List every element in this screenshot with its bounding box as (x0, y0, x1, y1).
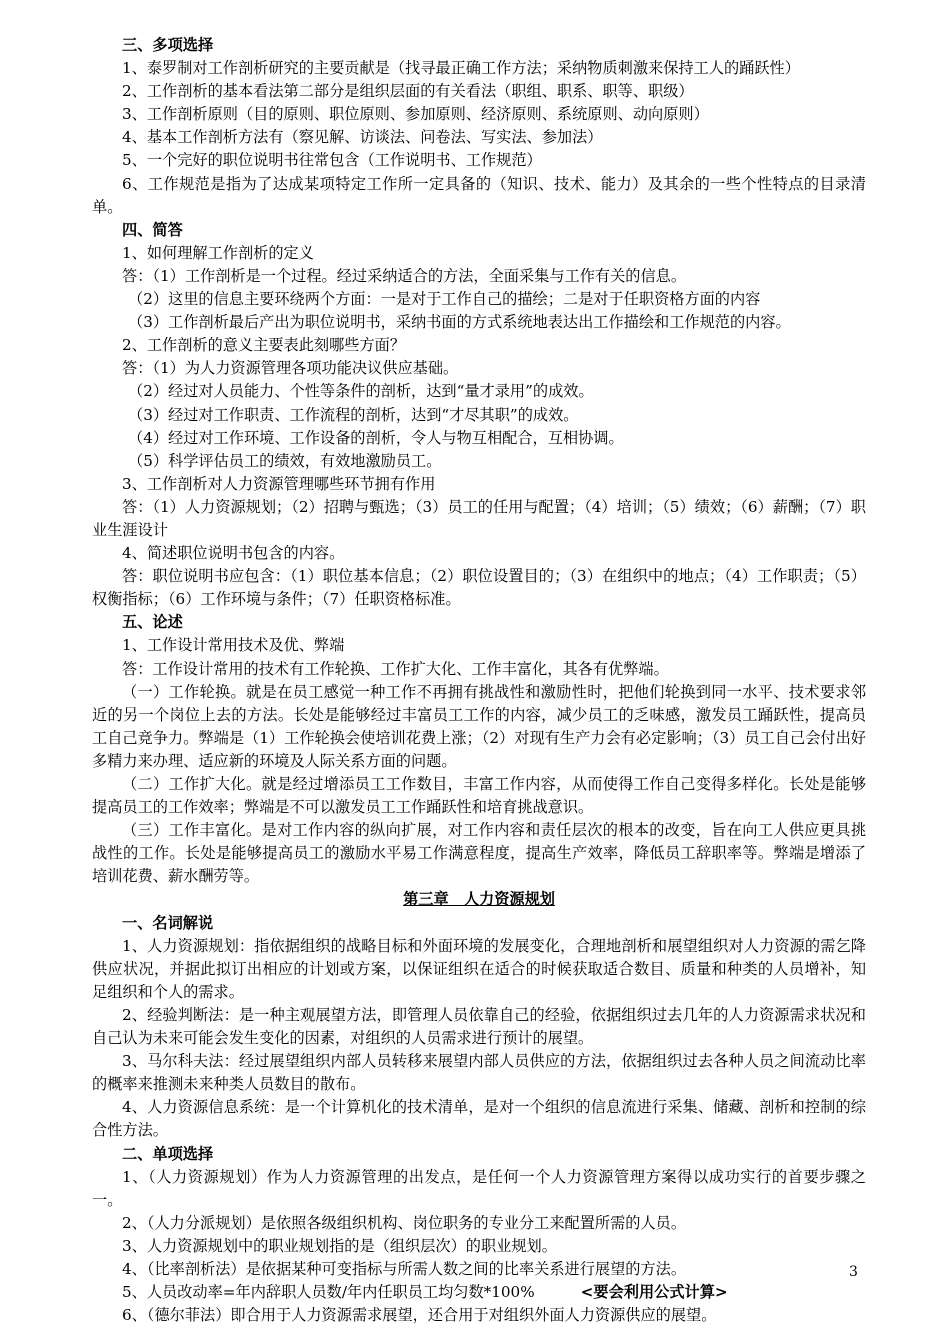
paragraph: 6、工作规范是指为了达成某项特定工作所一定具备的（知识、技术、能力）及其余的一些个性特点的目录清单。 (92, 174, 866, 216)
paragraph: 4、基本工作剖析方法有（察见解、访谈法、问卷法、写实法、参加法） (122, 128, 603, 147)
paragraph: 3、马尔科夫法：经过展望组织内部人员转移来展望内部人员供应的方法，依据组织过去各种人员之间流动比率的概率来推测未来种类人员数目的散布。 (92, 1052, 866, 1094)
answer: 答：职位说明书应包含：（1）职位基本信息；（2）职位设置目的；（3）在组织中的地点；（4）工作职责；（5）权衡指标；（6）工作环境与条件；（7）任职资格标准。 (92, 567, 866, 609)
formula-text: 5、人员改动率=年内辞职人员数/年内任职员工均匀数*100% (122, 1283, 535, 1302)
page-number: 3 (849, 1264, 858, 1280)
paragraph: 6、（德尔菲法）即合用于人力资源需求展望，还合用于对组织外面人力资源供应的展望。 (122, 1306, 717, 1325)
paragraph: 1、人力资源规划：指依据组织的战略目标和外面环境的发展变化，合理地剖析和展望组织对人力资源的需乞降供应状况，并据此拟订出相应的计划或方案，以保证组织在适合的时候获取适合数目、质量和种类的人员增补，知足组织和个人的需求。 (92, 936, 866, 1001)
answer: 答：（1）工作剖析是一个过程。经过采纳适合的方法，全面采集与工作有关的信息。 (122, 266, 687, 285)
document-page (92, 34, 866, 1327)
chapter-title: 第三章 人力资源规划 (403, 890, 555, 909)
paragraph: 5、一个完好的职位说明书往常包含（工作说明书、工作规范） (122, 151, 542, 170)
paragraph: 1、（人力资源规划）作为人力资源管理的出发点，是任何一个人力资源管理方案得以成功实行的首要步骤之一。 (92, 1167, 866, 1209)
section-heading-single-choice: 二、单项选择 (122, 1144, 214, 1163)
question: 4、简述职位说明书包含的内容。 (122, 544, 345, 563)
answer: （3）工作剖析最后产出为职位说明书，采纳书面的方式系统地表达出工作描绘和工作规范的内容。 (128, 313, 791, 332)
section-heading-definitions: 一、名词解说 (122, 913, 214, 932)
answer: 答：（1）人力资源规划；（2）招聘与甄选；（3）员工的任用与配置；（4）培训；（5）绩效；（6）薪酬；（7）职业生涯设计 (92, 497, 866, 539)
question: 3、工作剖析对人力资源管理哪些环节拥有作用 (122, 474, 436, 493)
answer: （4）经过对工作环境、工作设备的剖析，令人与物互相配合，互相协调。 (128, 428, 624, 447)
paragraph: 2、（人力分派规划）是依照各级组织机构、岗位职务的专业分工来配置所需的人员。 (122, 1213, 687, 1232)
paragraph: （一）工作轮换。就是在员工感觉一种工作不再拥有挑战性和激励性时，把他们轮换到同一水平、技术要求邻近的另一个岗位上去的方法。长处是能够经过丰富员工工作的内容，减少员工的乏味感，激发员工踊跃性，提高员工自己竞争力。弊端是（1）工作轮换会使培训花费上涨；（2）对现有生产力会有必定影响；（3）员工自己会付出好多精力来办理、适应新的环境及人际关系方面的问题。 (92, 682, 866, 770)
question: 1、工作设计常用技术及优、弊端 (122, 636, 345, 655)
section-heading-multiple-choice: 三、多项选择 (122, 36, 214, 54)
paragraph: 1、泰罗制对工作剖析研究的主要贡献是（找寻最正确工作方法；采纳物质刺激来保持工人的踊跃性） (122, 59, 800, 78)
answer: （5）科学评估员工的绩效，有效地激励员工。 (128, 451, 442, 470)
answer: 答：工作设计常用的技术有工作轮换、工作扩大化、工作丰富化，其各有优弊端。 (122, 659, 669, 678)
answer: 答：（1）为人力资源管理各项功能决议供应基础。 (122, 359, 459, 378)
section-heading-essay: 五、论述 (122, 613, 183, 632)
paragraph: 3、工作剖析原则（目的原则、职位原则、参加原则、经济原则、系统原则、动向原则） (122, 105, 709, 124)
answer: （2）这里的信息主要环绕两个方面：一是对于工作自己的描绘；二是对于任职资格方面的内容 (128, 290, 761, 309)
paragraph-with-note (92, 1281, 866, 1304)
paragraph: （三）工作丰富化。是对工作内容的纵向扩展，对工作内容和责任层次的根本的改变，旨在向工人供应更具挑战性的工作。长处是能够提高员工的激励水平易工作满意程度，提高生产效率，降低员工辞职率等。弊端是增添了培训花费、薪水酬劳等。 (92, 821, 866, 886)
answer: （3）经过对工作职责、工作流程的剖析，达到“才尽其职”的成效。 (128, 405, 579, 424)
question: 1、如何理解工作剖析的定义 (122, 243, 314, 262)
paragraph: 2、工作剖析的基本看法第二部分是组织层面的有关看法（职组、职系、职等、职级） (122, 82, 694, 101)
question: 2、工作剖析的意义主要表此刻哪些方面？ (122, 336, 406, 355)
section-heading-short-answer: 四、简答 (122, 220, 183, 239)
paragraph: 4、人力资源信息系统：是一个计算机化的技术清单，是对一个组织的信息流进行采集、储藏、剖析和控制的综合性方法。 (92, 1098, 866, 1140)
formula-note: <要会利用公式计算> (580, 1283, 728, 1302)
paragraph: （二）工作扩大化。就是经过增添员工工作数目，丰富工作内容，从而使得工作自己变得多样化。长处是能够提高员工的工作效率；弊端是不可以激发员工工作踊跃性和培育挑战意识。 (92, 775, 866, 817)
paragraph: 4、（比率剖析法）是依据某种可变指标与所需人数之间的比率关系进行展望的方法。 (122, 1259, 687, 1278)
paragraph: 2、经验判断法：是一种主观展望方法，即管理人员依靠自己的经验，依据组织过去几年的人力资源需求状况和自己认为未来可能会发生变化的因素，对组织的人员需求进行预计的展望。 (92, 1005, 866, 1048)
paragraph: 3、人力资源规划中的职业规划指的是（组织层次）的职业规划。 (122, 1236, 557, 1255)
answer: （2）经过对人员能力、个性等条件的剖析，达到“量才录用”的成效。 (128, 382, 594, 401)
